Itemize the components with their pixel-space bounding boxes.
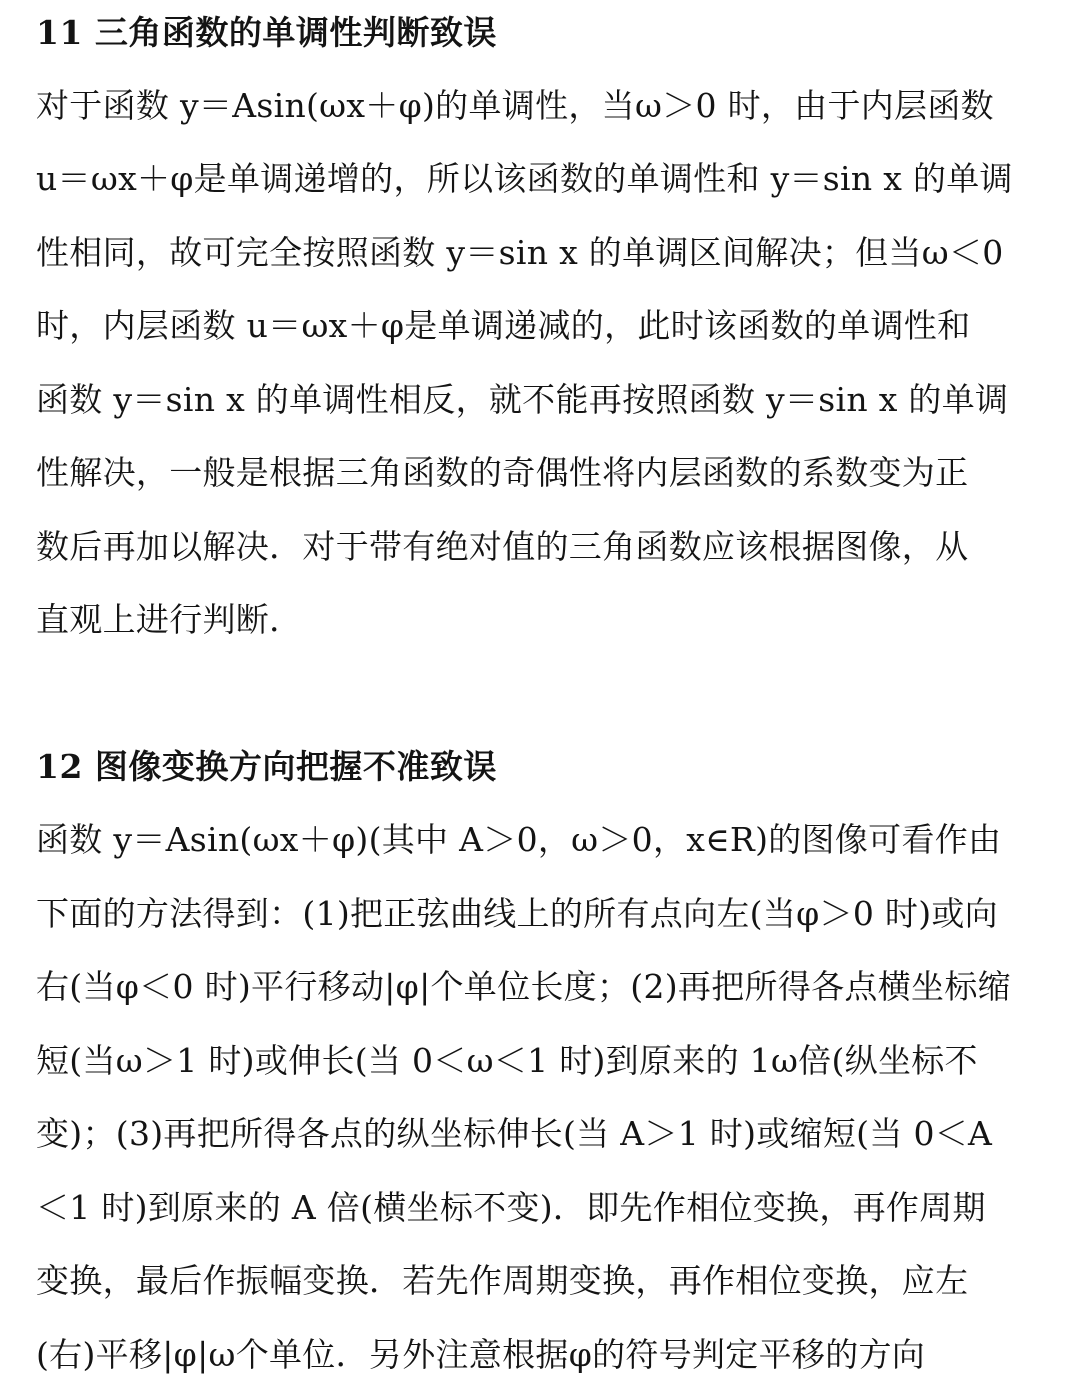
section-12-line-2: 下面的方法得到：(1)把正弦曲线上的所有点向左(当φ＞0 时)或向 <box>36 894 998 933</box>
section-11-line-3: 性相同，故可完全按照函数 y＝sin x 的单调区间解决；但当ω＜0 <box>36 233 1004 272</box>
section-11-line-5: 函数 y＝sin x 的单调性相反，就不能再按照函数 y＝sin x 的单调 <box>36 380 1009 419</box>
section-12-line-4: 短(当ω＞1 时)或伸长(当 0＜ω＜1 时)到原来的 1ω倍(纵坐标不 <box>36 1041 978 1080</box>
section-11-line-1: 对于函数 y＝Asin(ωx＋φ)的单调性，当ω＞0 时，由于内层函数 <box>36 86 994 125</box>
section-12-line-6: ＜1 时)到原来的 A 倍(横坐标不变)．即先作相位变换，再作周期 <box>36 1188 986 1227</box>
section-11-line-8: 直观上进行判断． <box>36 600 303 639</box>
section-11-heading: 11 三角函数的单调性判断致误 <box>36 13 497 52</box>
section-12-line-7: 变换，最后作振幅变换．若先作周期变换，再作相位变换，应左 <box>36 1261 969 1300</box>
section-12-line-8: (右)平移|φ|ω个单位．另外注意根据φ的符号判定平移的方向 <box>36 1335 926 1374</box>
section-11-line-4: 时，内层函数 u＝ωx＋φ是单调递减的，此时该函数的单调性和 <box>36 306 971 345</box>
section-12-line-1: 函数 y＝Asin(ωx＋φ)(其中 A＞0，ω＞0，x∈R)的图像可看作由 <box>36 820 1002 859</box>
section-11-line-2: u＝ωx＋φ是单调递增的，所以该函数的单调性和 y＝sin x 的单调 <box>36 159 1013 198</box>
section-11-line-6: 性解决，一般是根据三角函数的奇偶性将内层函数的系数变为正 <box>36 453 969 492</box>
section-12-line-3: 右(当φ＜0 时)平行移动|φ|个单位长度；(2)再把所得各点横坐标缩 <box>36 967 1011 1006</box>
section-12-heading: 12 图像变换方向把握不准致误 <box>36 747 497 786</box>
section-11-line-7: 数后再加以解决．对于带有绝对值的三角函数应该根据图像，从 <box>36 527 969 566</box>
section-12-line-5: 变)；(3)再把所得各点的纵坐标伸长(当 A＞1 时)或缩短(当 0＜A <box>36 1114 993 1153</box>
